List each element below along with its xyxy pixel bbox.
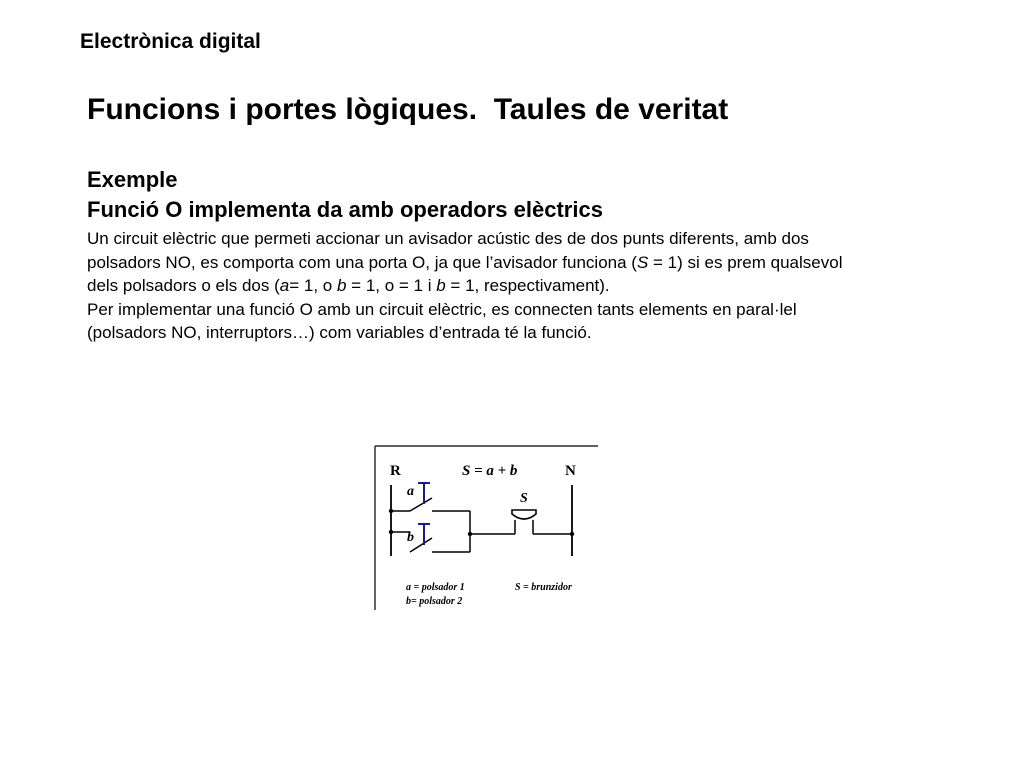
pushbutton-b-icon [418,524,430,545]
buzzer-icon [512,510,536,519]
legend-a: a = polsador 1 [406,582,465,593]
paragraph-1-part1: Un circuit elèctric que permeti accionar un avisador acústic des de dos punts diferents, amb dos polsadors NO, es comporta com una porta O, ja que l’avisador funciona ( [87,229,809,272]
var-s: S [636,252,649,272]
paragraph-1-part2: = 1) si es prem qualsevol dels polsadors o els dos ( [87,252,843,295]
var-a: a [279,276,290,295]
paragraph-1-part5: = 1, respectivament). [445,276,610,295]
paragraph-1-part4: = 1, o = 1 i [346,276,437,295]
paragraph-1 [87,227,867,298]
label-r: R [390,463,401,479]
label-n: N [565,463,576,479]
header-title: Electrònica digital [80,30,261,53]
body-text [87,227,867,345]
switch-a-contact [410,498,432,511]
circuit-diagram [370,418,602,614]
legend-b: b= polsador 2 [406,596,463,607]
paragraph-1-part3: = 1, o [289,276,337,295]
var-b: b [336,276,347,295]
switch-b-label: b [407,530,414,545]
section-heading: Exemple [87,167,178,192]
var-b-second: b [436,276,446,295]
paragraph-2: Per implementar una funció O amb un circuit elèctric, es connecten tants elements en paral·lel (polsadors NO, interruptors…) com variables d’entrada té la funció. [87,299,797,342]
subheading: Funció O implementa da amb operadors elèctrics [87,197,603,222]
slide-title: Funcions i portes lògiques. Taules de veritat [87,93,729,126]
formula-label: S = a + b [462,463,518,479]
switch-a-label: a [407,484,414,499]
legend-s: S = brunzidor [515,582,572,593]
buzzer-label: S [520,491,528,506]
